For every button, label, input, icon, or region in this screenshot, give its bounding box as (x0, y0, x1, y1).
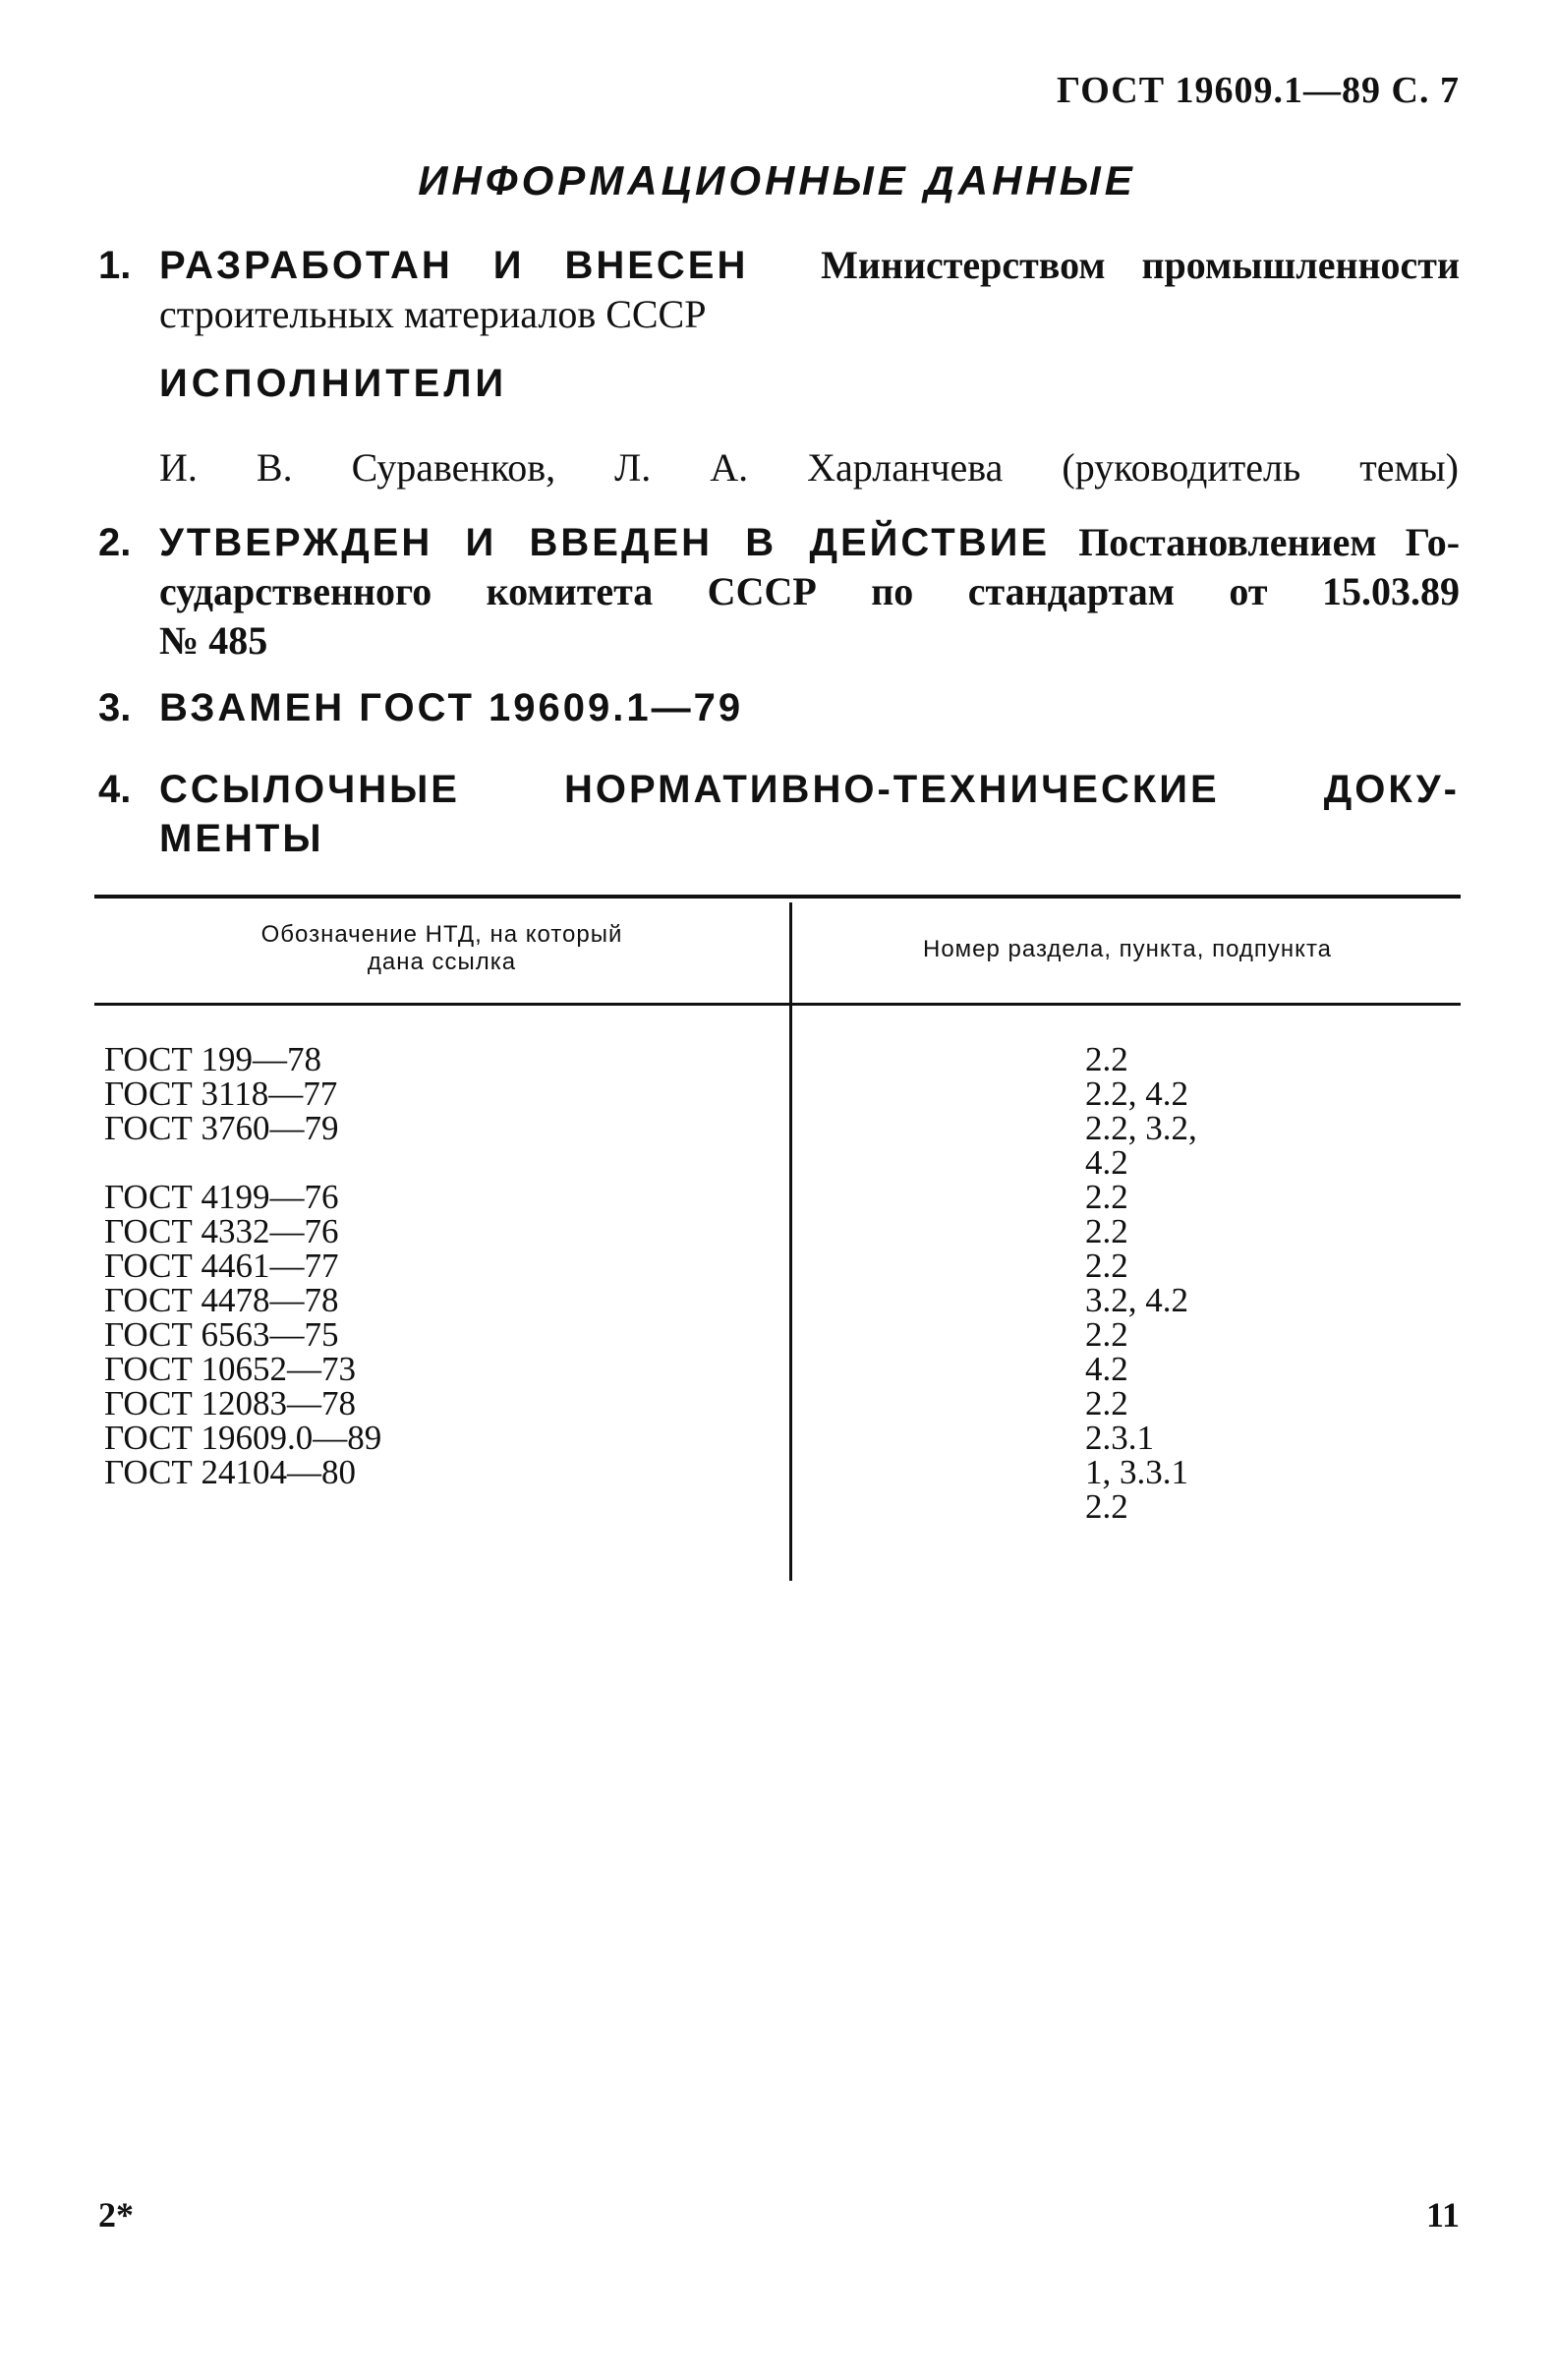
table-cell: 1, 3.3.1 (1085, 1453, 1188, 1491)
table-row: ГОСТ 24104—80 (104, 1453, 357, 1491)
table-cell: 4.2 (1085, 1350, 1128, 1388)
table-column-documents (104, 1042, 773, 1489)
table-row: ГОСТ 19609.0—89 (104, 1419, 382, 1457)
item-number: 3. (98, 686, 132, 729)
table-top-rule (94, 895, 1461, 899)
table-cell: 2.3.1 (1085, 1419, 1154, 1457)
info-item-2 (98, 518, 1460, 666)
table-cell: 2.2 (1085, 1178, 1128, 1216)
table-cell: 2.2 (1085, 1247, 1128, 1285)
item-heading-continuation: МЕНТЫ (159, 817, 324, 860)
table-header-section: Номер раздела, пункта, подпункта (922, 936, 1333, 962)
page-header: ГОСТ 19609.1—89 С. 7 (1057, 70, 1460, 111)
table-cell: 2.2 (1085, 1384, 1128, 1422)
info-item-1 (98, 241, 1460, 339)
performers-names: И. В. Суравенков, Л. А. Харланчева (руководитель темы) (159, 445, 1459, 490)
table-row: ГОСТ 4478—78 (104, 1281, 339, 1319)
table-row: ГОСТ 199—78 (104, 1040, 322, 1078)
performers-heading: ИСПОЛНИТЕЛИ (159, 362, 508, 405)
footer-signature-mark: 2* (98, 2195, 134, 2235)
table-cell: 2.2 (1085, 1487, 1128, 1526)
item-heading: УТВЕРЖДЕН И ВВЕДЕН В ДЕЙСТВИЕ (159, 521, 1051, 564)
page-title: ИНФОРМАЦИОННЫЕ ДАННЫЕ (418, 157, 1136, 203)
info-item-4 (98, 765, 1460, 863)
item-heading: РАЗРАБОТАН И ВНЕСЕН (159, 244, 749, 287)
table-header-document: Обозначение НТД, на который дана ссылка (260, 921, 623, 975)
table-header-rule (94, 1003, 1461, 1006)
item-number: 2. (98, 521, 132, 564)
table-row: ГОСТ 4461—77 (104, 1247, 339, 1285)
item-text: Постановлением Го- (1078, 520, 1461, 564)
page-number: 11 (1425, 2195, 1460, 2235)
table-row: ГОСТ 4199—76 (104, 1178, 339, 1216)
item-heading: ВЗАМЕН ГОСТ 19609.1—79 (159, 686, 744, 729)
item-text-continuation: строительных материалов СССР (159, 292, 707, 336)
table-row: ГОСТ 12083—78 (104, 1384, 357, 1422)
table-row: ГОСТ 10652—73 (104, 1350, 357, 1388)
table-row: ГОСТ 3760—79 (104, 1109, 339, 1147)
item-heading: ССЫЛОЧНЫЕ НОРМАТИВНО-ТЕХНИЧЕСКИЕ ДОКУ- (159, 768, 1460, 811)
table-cell: 4.2 (1085, 1143, 1128, 1182)
item-text: Министерством промышленности (821, 243, 1460, 287)
table-cell: 2.2 (1085, 1212, 1128, 1250)
table-cell: 2.2, 3.2, (1085, 1109, 1197, 1147)
item-number: 4. (98, 768, 132, 811)
table-row: ГОСТ 4332—76 (104, 1212, 339, 1250)
info-item-3 (98, 683, 1460, 732)
table-row: ГОСТ 3118—77 (104, 1074, 338, 1113)
table-cell: 2.2, 4.2 (1085, 1074, 1188, 1113)
table-column-sections (1085, 1042, 1449, 1524)
table-cell: 2.2 (1085, 1315, 1128, 1354)
reference-table (94, 885, 1461, 1593)
table-cell: 3.2, 4.2 (1085, 1281, 1188, 1319)
item-text-continuation: № 485 (159, 618, 268, 663)
item-number: 1. (98, 244, 132, 287)
table-row: ГОСТ 6563—75 (104, 1315, 339, 1354)
table-cell: 2.2 (1085, 1040, 1128, 1078)
table-column-divider (789, 902, 792, 1581)
item-text-continuation: сударственного комитета СССР по стандартам от 15.03.89 (159, 569, 1460, 613)
